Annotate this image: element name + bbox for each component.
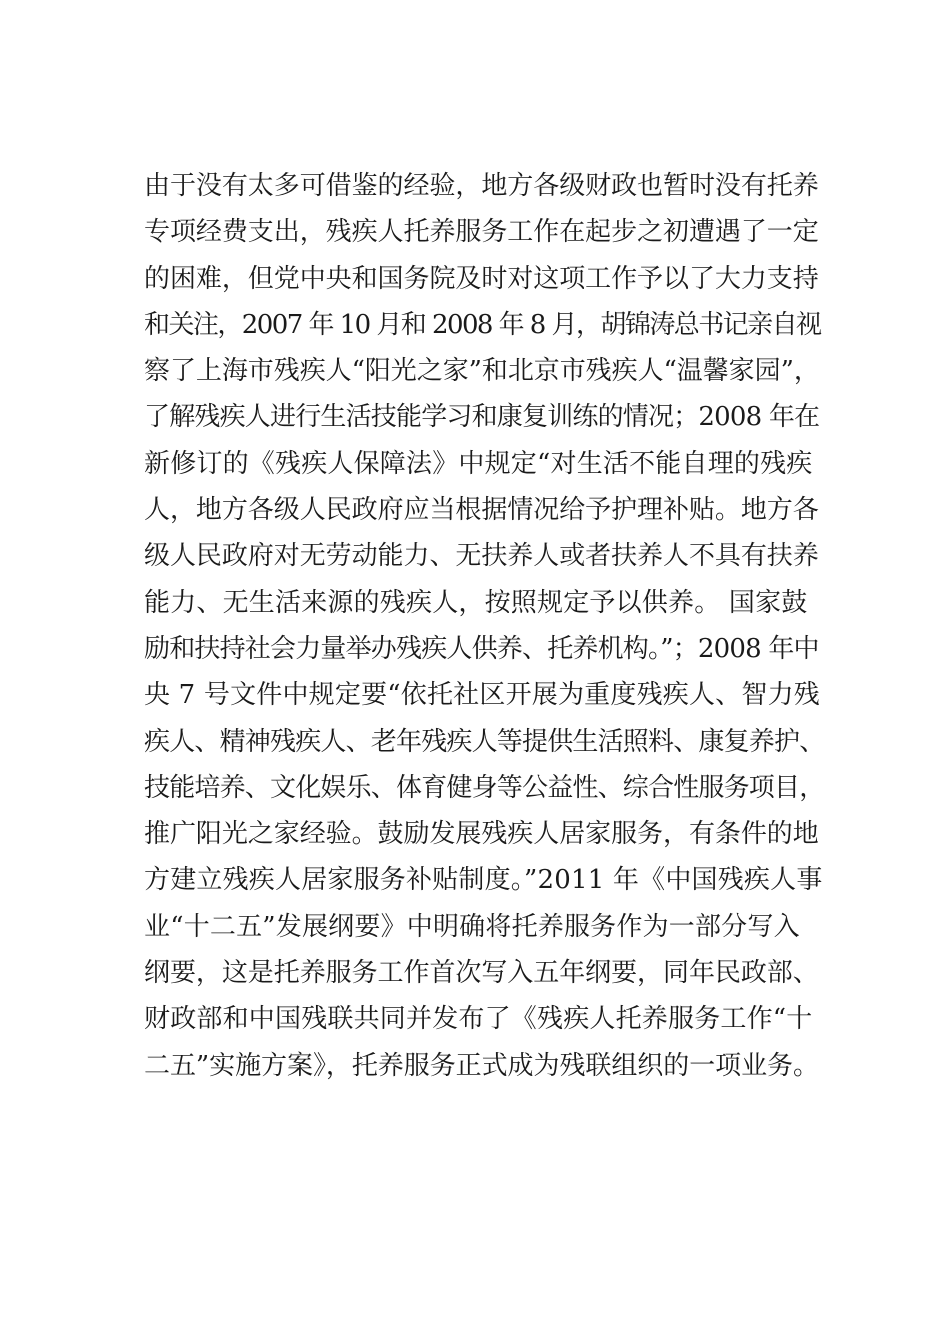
paragraph-line-19: 财政部和中国残联共同并发布了《残疾人托养服务工作“十 [144, 1004, 813, 1035]
paragraph-line-1: 由于没有太多可借鉴的经验，地方各级财政也暂时没有托养 [144, 171, 819, 201]
paragraph-line-7: 新修订的《残疾人保障法》中规定“对生活不能自理的残疾 [144, 448, 813, 479]
paragraph-line-16: 方建立残疾人居家服务补贴制度。”2011 年《中国残疾人事 [144, 865, 823, 896]
paragraph-line-12: 央 7 号文件中规定要“依托社区开展为重度残疾人、智力残 [144, 680, 820, 711]
paragraph-line-3: 的困难，但党中央和国务院及时对这项工作予以了大力支持 [144, 263, 819, 294]
paragraph-line-5: 察了上海市残疾人“阳光之家”和北京市残疾人“温馨家园”， [144, 356, 820, 387]
paragraph-line-15: 推广阳光之家经验。鼓励发展残疾人居家服务，有条件的地 [144, 819, 819, 850]
paragraph-line-9: 级人民政府对无劳动能力、无扶养人或者扶养人不具有扶养 [144, 541, 819, 572]
paragraph-line-18: 纲要，这是托养服务工作首次写入五年纲要，同年民政部、 [144, 958, 819, 989]
paragraph-line-20: 二五”实施方案》，托养服务正式成为残联组织的一项业务。 [144, 1050, 819, 1081]
paragraph-line-11: 励和扶持社会力量举办残疾人供养、托养机构。”；2008 年中 [144, 633, 819, 664]
body-paragraph [144, 163, 824, 1089]
paragraph-line-8: 人，地方各级人民政府应当根据情况给予护理补贴。地方各 [144, 495, 819, 526]
paragraph-line-14: 技能培养、文化娱乐、体育健身等公益性、综合性服务项目， [144, 772, 825, 803]
paragraph-line-17: 业“十二五”发展纲要》中明确将托养服务作为一部分写入 [144, 911, 800, 942]
paragraph-line-6: 了解残疾人进行生活技能学习和康复训练的情况；2008 年在 [144, 402, 820, 433]
paragraph-line-4: 和关注，2007 年 10 月和 2008 年 8 月，胡锦涛总书记亲自视 [144, 309, 821, 340]
paragraph-line-10: 能力、无生活来源的残疾人，按照规定予以供养。 国家鼓 [144, 587, 808, 618]
paragraph-line-2: 专项经费支出，残疾人托养服务工作在起步之初遭遇了一定 [144, 217, 819, 248]
paragraph-line-13: 疾人、精神残疾人、老年残疾人等提供生活照料、康复养护、 [144, 726, 825, 757]
